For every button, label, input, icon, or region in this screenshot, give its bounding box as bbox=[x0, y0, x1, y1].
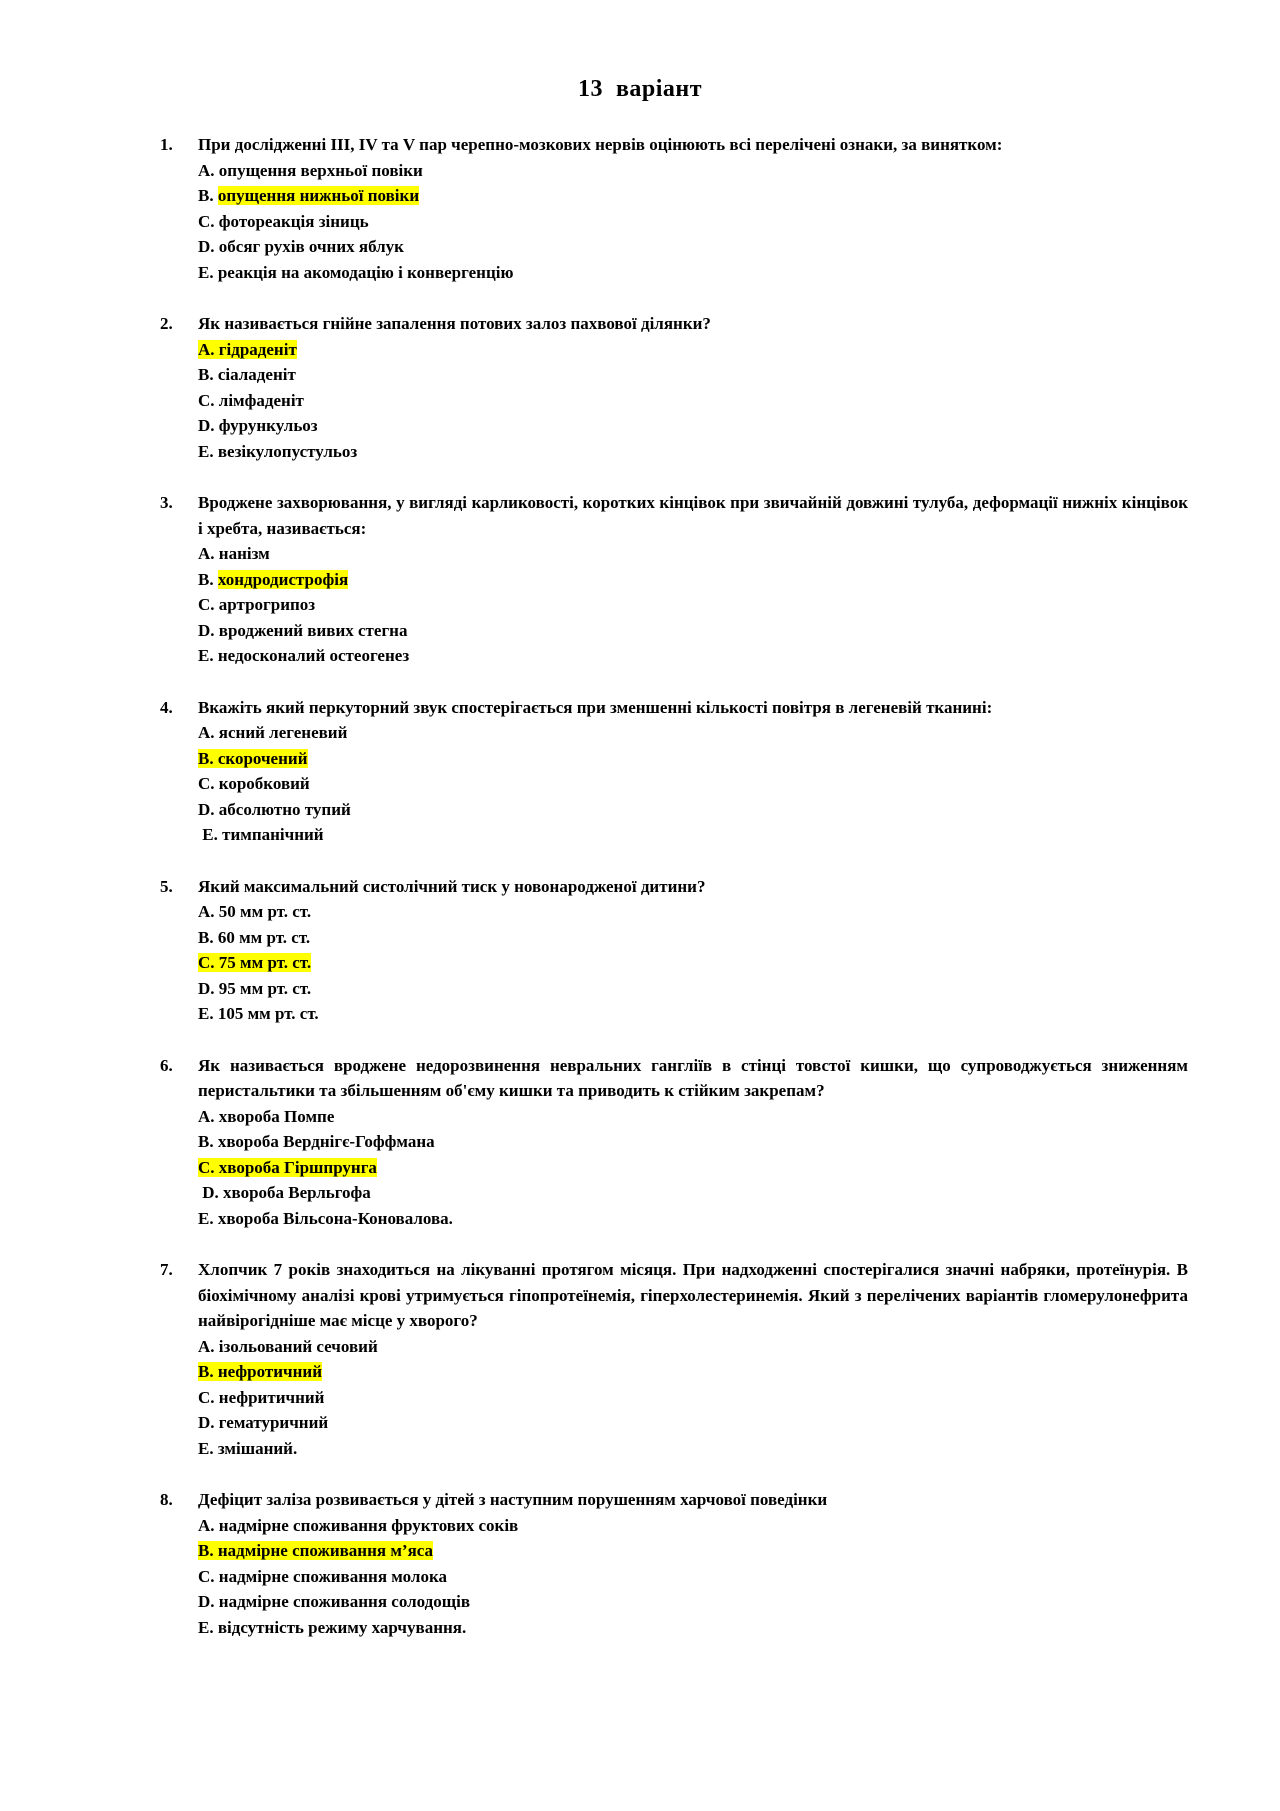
option-letter: E. bbox=[198, 646, 218, 665]
option-letter: A. bbox=[198, 544, 219, 563]
option-letter: A. bbox=[198, 1515, 219, 1535]
question-4 bbox=[160, 695, 1188, 848]
option-text: фурункульоз bbox=[218, 416, 318, 435]
question-text: При дослідженні ІІІ, IV та V пар черепно-мозкових нервів оцінюють всі перелічені ознаки, за винятком: bbox=[198, 135, 1003, 154]
option-text: вроджений вивих стегна bbox=[218, 620, 408, 640]
option-letter: C. bbox=[198, 953, 219, 972]
question-text: Як називається гнійне запалення потових залоз пахвової ділянки? bbox=[198, 314, 711, 333]
answer-option bbox=[198, 183, 1188, 209]
option-letter: E. bbox=[198, 1617, 218, 1637]
answer-option bbox=[198, 822, 1188, 848]
answer-option bbox=[198, 541, 1188, 567]
option-letter: B. bbox=[198, 1132, 218, 1151]
option-letter: D. bbox=[198, 1183, 224, 1202]
option-text: гематуричний bbox=[218, 1413, 329, 1432]
answer-option bbox=[198, 158, 1188, 184]
option-letter: B. bbox=[198, 569, 218, 589]
option-text: скорочений bbox=[217, 748, 308, 768]
option-letter: C. bbox=[198, 1387, 219, 1407]
answer-option bbox=[198, 1385, 1188, 1411]
option-letter: B. bbox=[198, 927, 218, 947]
question-number: 2. bbox=[160, 314, 173, 333]
option-text: абсолютно тупий bbox=[218, 799, 351, 819]
option-text: відсутність режиму харчування. bbox=[217, 1617, 467, 1637]
answer-option bbox=[198, 1104, 1188, 1130]
option-letter: D. bbox=[198, 1592, 219, 1611]
option-letter: C. bbox=[198, 211, 219, 231]
option-letter: A. bbox=[198, 1106, 219, 1126]
option-letter: E. bbox=[198, 441, 218, 461]
option-letter: A. bbox=[198, 160, 219, 180]
answer-option bbox=[198, 976, 1188, 1002]
question-number: 3. bbox=[160, 493, 173, 512]
option-text: хвороба Гіршпрунга bbox=[218, 1157, 377, 1177]
answer-option bbox=[198, 950, 1188, 976]
option-letter: A. bbox=[198, 723, 219, 742]
question-1 bbox=[160, 132, 1188, 285]
answer-option bbox=[198, 1001, 1188, 1027]
option-text: ясний легеневий bbox=[218, 723, 348, 742]
option-letter: A. bbox=[198, 902, 219, 921]
option-text: 95 мм рт. ст. bbox=[218, 978, 312, 998]
option-text: коробковий bbox=[218, 774, 310, 793]
option-text: опущення верхньої повіки bbox=[218, 160, 423, 180]
question-text: Як називається вроджене недорозвинення невральних гангліїв в стінці товстої кишки, що супроводжується зниженням перистальтики та збільшенням об'єму кишки та приводить к стійким закрепам? bbox=[198, 1055, 1188, 1100]
answer-option bbox=[198, 439, 1188, 465]
answer-option bbox=[198, 1513, 1188, 1539]
answer-option bbox=[198, 567, 1188, 593]
answer-option bbox=[198, 1538, 1188, 1564]
option-letter: E. bbox=[198, 1438, 218, 1458]
option-text: хвороба Верльгофа bbox=[223, 1183, 371, 1202]
answer-option bbox=[198, 209, 1188, 235]
option-text: надмірне споживання молока bbox=[218, 1566, 447, 1586]
option-text: нанізм bbox=[218, 544, 270, 563]
option-text: нефротичний bbox=[217, 1362, 323, 1381]
question-3 bbox=[160, 490, 1188, 669]
question-text: Дефіцит заліза розвивається у дітей з наступним порушенням харчової поведінки bbox=[198, 1490, 828, 1509]
answer-option bbox=[198, 1359, 1188, 1385]
option-text: хвороба Помпе bbox=[218, 1106, 335, 1126]
option-text: сіаладеніт bbox=[217, 365, 296, 384]
option-text: лімфаденіт bbox=[218, 390, 304, 410]
answer-option bbox=[198, 388, 1188, 414]
option-letter: E. bbox=[198, 1208, 218, 1228]
answer-option bbox=[198, 1180, 1188, 1206]
option-text: везікулопустульоз bbox=[217, 441, 358, 461]
option-text: хондродистрофія bbox=[217, 569, 349, 589]
answer-option bbox=[198, 413, 1188, 439]
option-text: 105 мм рт. ст. bbox=[217, 1004, 319, 1023]
answer-option bbox=[198, 1129, 1188, 1155]
answer-option bbox=[198, 797, 1188, 823]
question-number: 8. bbox=[160, 1490, 173, 1509]
option-text: надмірне споживання фруктових соків bbox=[218, 1515, 519, 1535]
option-letter: E. bbox=[198, 825, 223, 844]
correct-answer-highlight bbox=[198, 1541, 433, 1560]
answer-option bbox=[198, 337, 1188, 363]
option-letter: B. bbox=[198, 365, 218, 384]
answer-option bbox=[198, 1615, 1188, 1641]
option-letter: D. bbox=[198, 416, 219, 435]
option-letter: B. bbox=[198, 1541, 218, 1560]
option-text: змішаний. bbox=[217, 1438, 298, 1458]
option-text: 50 мм рт. ст. bbox=[218, 902, 312, 921]
answer-option bbox=[198, 643, 1188, 669]
option-letter: E. bbox=[198, 262, 218, 282]
option-text: обсяг рухів очних яблук bbox=[218, 237, 404, 256]
option-letter: A. bbox=[198, 339, 219, 359]
option-text: хвороба Вільсона-Коновалова. bbox=[217, 1208, 453, 1228]
option-text: надмірне споживання солодощів bbox=[218, 1592, 471, 1611]
option-letter: B. bbox=[198, 748, 218, 768]
answer-option bbox=[198, 1155, 1188, 1181]
option-letter: D. bbox=[198, 799, 219, 819]
question-text: Який максимальний систолічний тиск у новонародженої дитини? bbox=[198, 876, 706, 896]
option-letter: D. bbox=[198, 978, 219, 998]
answer-option bbox=[198, 746, 1188, 772]
question-number: 6. bbox=[160, 1055, 173, 1075]
correct-answer-highlight bbox=[198, 1362, 322, 1381]
option-text: тимпанічний bbox=[222, 825, 324, 844]
answer-option bbox=[198, 260, 1188, 286]
option-letter: C. bbox=[198, 1566, 219, 1586]
option-letter: C. bbox=[198, 1157, 219, 1177]
option-text: надмірне споживання м’яса bbox=[217, 1541, 434, 1560]
answer-option bbox=[198, 1410, 1188, 1436]
option-text: гідраденіт bbox=[218, 339, 297, 359]
question-text: Вроджене захворювання, у вигляді карликовості, коротких кінцівок при звичайній довжині тулуба, деформації нижніх кінцівок і хребта, називається: bbox=[198, 493, 1188, 538]
option-text: фотореакція зіниць bbox=[218, 211, 369, 231]
correct-answer-highlight bbox=[198, 340, 297, 359]
answer-option bbox=[198, 925, 1188, 951]
option-text: ізольований сечовий bbox=[218, 1336, 378, 1356]
correct-answer-highlight bbox=[198, 749, 308, 768]
question-8 bbox=[160, 1487, 1188, 1640]
option-letter: D. bbox=[198, 620, 219, 640]
answer-option bbox=[198, 1206, 1188, 1232]
option-letter: E. bbox=[198, 1004, 218, 1023]
option-text: нефритичний bbox=[218, 1387, 325, 1407]
option-letter: B. bbox=[198, 186, 218, 205]
answer-option bbox=[198, 234, 1188, 260]
question-7 bbox=[160, 1257, 1188, 1461]
answer-option bbox=[198, 720, 1188, 746]
answer-option bbox=[198, 1564, 1188, 1590]
question-number: 1. bbox=[160, 135, 173, 154]
question-5 bbox=[160, 874, 1188, 1027]
answer-option bbox=[198, 1436, 1188, 1462]
page-title: 13 варіант bbox=[577, 76, 703, 102]
option-text: недосконалий остеогенез bbox=[217, 646, 410, 665]
answer-option bbox=[198, 618, 1188, 644]
question-number: 7. bbox=[160, 1260, 173, 1279]
option-letter: D. bbox=[198, 237, 219, 256]
option-text: 75 мм рт. ст. bbox=[218, 953, 312, 972]
answer-option bbox=[198, 899, 1188, 925]
option-text: реакція на акомодацію і конвергенцію bbox=[217, 262, 514, 282]
option-letter: C. bbox=[198, 390, 219, 410]
answer-option bbox=[198, 771, 1188, 797]
option-letter: C. bbox=[198, 774, 219, 793]
option-letter: C. bbox=[198, 595, 219, 614]
question-number: 5. bbox=[160, 876, 173, 896]
option-text: хвороба Верднігє-Гоффмана bbox=[217, 1132, 435, 1151]
correct-answer-highlight bbox=[198, 953, 311, 972]
option-text: 60 мм рт. ст. bbox=[217, 927, 311, 947]
answer-option bbox=[198, 1334, 1188, 1360]
question-text: Вкажіть який перкуторний звук спостерігається при зменшенні кількості повітря в легеневій тканині: bbox=[198, 697, 993, 717]
question-2 bbox=[160, 311, 1188, 464]
option-letter: A. bbox=[198, 1336, 219, 1356]
question-list bbox=[160, 132, 1188, 1666]
option-letter: B. bbox=[198, 1362, 218, 1381]
answer-option bbox=[198, 1589, 1188, 1615]
answer-option bbox=[198, 592, 1188, 618]
answer-option bbox=[198, 362, 1188, 388]
question-number: 4. bbox=[160, 697, 173, 717]
option-text: артрогрипоз bbox=[218, 595, 316, 614]
correct-answer-highlight bbox=[198, 1158, 377, 1177]
option-text: опущення нижньої повіки bbox=[217, 186, 420, 205]
question-text: Хлопчик 7 років знаходиться на лікуванні протягом місяця. При надходженні спостерігалися значні набряки, протеїнурія. В біохімічному аналізі крові утримується гіпопротеїнемія, гіперхолестеринемія. Який з перелічених варіантів гломерулонефрита найвірогідніше має місце у хворого? bbox=[198, 1260, 1188, 1330]
option-letter: D. bbox=[198, 1413, 219, 1432]
question-6 bbox=[160, 1053, 1188, 1232]
